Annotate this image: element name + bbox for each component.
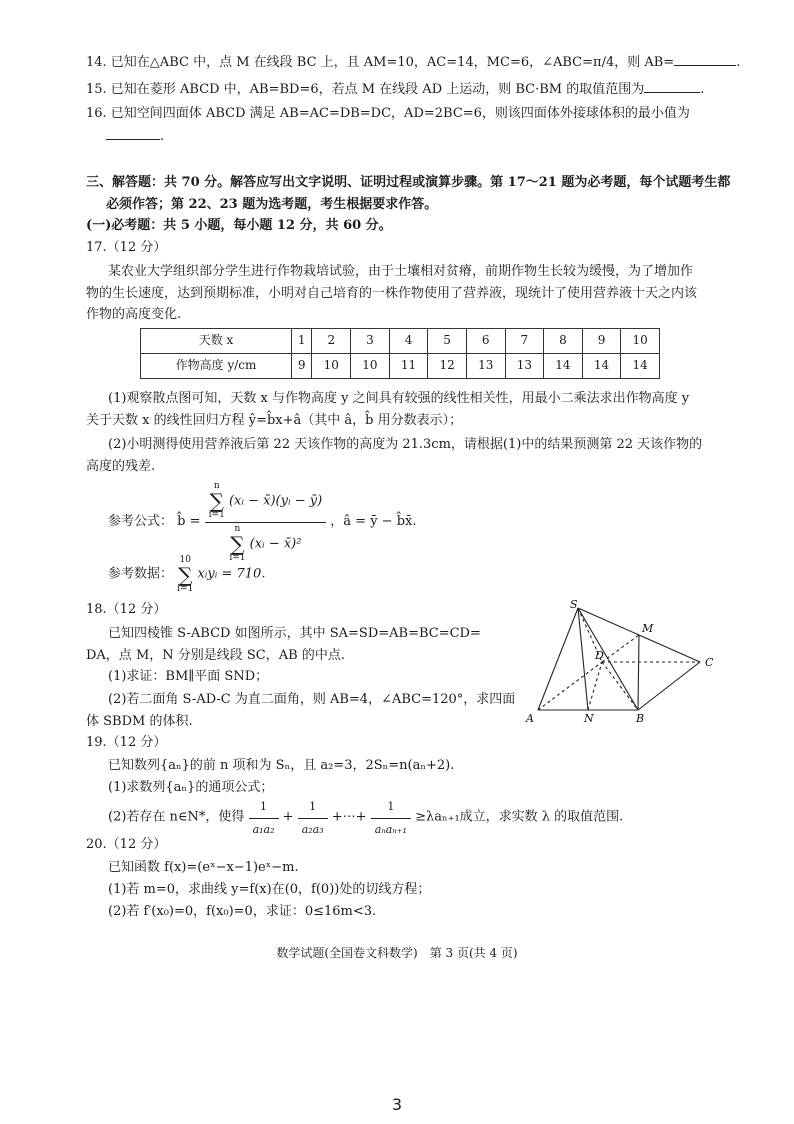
edge-DB bbox=[602, 662, 638, 710]
table-row bbox=[141, 329, 660, 354]
q17-header: 17.（12 分） bbox=[86, 240, 167, 255]
reference-formula: 参考公式： b̂ = n ∑ i=1 (xᵢ − x̄)(yᵢ − ȳ) n ∑ i=1 (xᵢ − x̄)² ，â = ȳ − b̂x̄. bbox=[108, 481, 417, 563]
answer-blank bbox=[674, 52, 736, 66]
q19-paragraph: 已知数列{aₙ}的前 n 项和为 Sₙ，且 a₂=3，2Sₙ=n(aₙ+2). bbox=[108, 758, 455, 773]
question-15: 15. 已知在菱形 ABCD 中，AB=BD=6，若点 M 在线段 AD 上运动，则 BC·BM 的取值范围为 . bbox=[86, 79, 704, 101]
q19-subquestion-2: (2)若存在 n∈N*，使得 $\frac{1}{\text{a₁a₂}}$ + $\frac{1}{\text{a₂a₃}}$ +⋯+ $\frac{1}{\text{aₙaₙ₊₁}}$ ≥λaₙ₊₁成立，求实数 λ 的取值范围. bbox=[108, 798, 623, 838]
vertex-label-D: D bbox=[595, 649, 604, 662]
q18-paragraph: 已知四棱锥 S-ABCD 如图所示，其中 SA=SD=AB=BC=CD= bbox=[108, 626, 481, 641]
table-cell: 10 bbox=[621, 329, 660, 354]
q17-subquestion-1-cont: 关于天数 x 的线性回归方程 ŷ=b̂x+â（其中 â，b̂ 用分数表示）； bbox=[86, 413, 463, 428]
table-cell: 14 bbox=[582, 354, 621, 379]
q17-subquestion-2: (2)小明测得使用营养液后第 22 天该作物的高度为 21.3cm，请根据(1)中的结果预测第 22 天该作物的 bbox=[108, 437, 703, 452]
page-number: 3 bbox=[391, 1095, 403, 1114]
table-cell: 2 bbox=[312, 329, 351, 354]
table-cell: 3 bbox=[351, 329, 390, 354]
edge-BM bbox=[638, 635, 639, 710]
data-table bbox=[140, 328, 660, 379]
table-cell: 11 bbox=[389, 354, 428, 379]
table-cell: 1 bbox=[292, 329, 312, 354]
q18-header: 18.（12 分） bbox=[86, 602, 167, 617]
q20-subquestion-2: (2)若 f′(x₀)=0，f(x₀)=0，求证：0≤16m<3. bbox=[108, 904, 377, 919]
q18-subquestion-2: (2)若二面角 S-AD-C 为直二面角，则 AB=4，∠ABC=120°，求四面 bbox=[108, 692, 516, 707]
table-cell: 9 bbox=[292, 354, 312, 379]
answer-blank bbox=[644, 79, 700, 93]
q20-paragraph: 已知函数 f(x)=(eˣ−x−1)eˣ−m. bbox=[108, 860, 299, 875]
fraction: $\frac{1}{\text{aₙaₙ₊₁}}$ bbox=[371, 798, 411, 838]
q19-subquestion-1: (1)求数列{aₙ}的通项公式； bbox=[108, 780, 274, 795]
q20-subquestion-1: (1)若 m=0，求曲线 y=f(x)在(0，f(0))处的切线方程； bbox=[108, 882, 431, 897]
table-cell: 13 bbox=[466, 354, 505, 379]
table-header-cell: 天数 x bbox=[141, 329, 292, 354]
q18-subquestion-2-cont: 体 SBDM 的体积. bbox=[86, 714, 193, 729]
edge-DM bbox=[602, 635, 639, 662]
table-row bbox=[141, 354, 660, 379]
table-cell: 10 bbox=[351, 354, 390, 379]
edge-BC bbox=[638, 662, 700, 710]
vertex-label-C: C bbox=[705, 656, 714, 669]
table-cell: 10 bbox=[312, 354, 351, 379]
q17-paragraph: 某农业大学组织部分学生进行作物栽培试验，由于土壤相对贫瘠，前期作物生长较为缓慢，为了增加作 bbox=[108, 264, 694, 279]
table-cell: 8 bbox=[544, 329, 583, 354]
section-title-cont: 必须作答；第 22、23 题为选考题，考生根据要求作答。 bbox=[106, 197, 438, 212]
table-cell: 14 bbox=[544, 354, 583, 379]
answer-blank bbox=[106, 126, 160, 140]
table-cell: 7 bbox=[505, 329, 544, 354]
table-cell: 13 bbox=[505, 354, 544, 379]
question-16-blank-line: . bbox=[106, 126, 164, 148]
section-title: 三、解答题：共 70 分。解答应写出文字说明、证明过程或演算步骤。第 17～21 题为必考题，每个试题考生都 bbox=[86, 175, 731, 190]
q18-subquestion-1: (1)求证：BM∥平面 SND； bbox=[108, 669, 269, 684]
q20-header: 20.（12 分） bbox=[86, 837, 167, 852]
question-16: 16. 已知空间四面体 ABCD 满足 AB=AC=DB=DC，AD=2BC=6，则该四面体外接球体积的最小值为 bbox=[86, 106, 690, 121]
fraction: $\frac{1}{\text{a₁a₂}}$ bbox=[249, 798, 279, 838]
page-footer: 数学试题(全国卷文科数学) 第 3 页(共 4 页) bbox=[276, 946, 518, 960]
q17-paragraph: 物的生长速度，达到预期标准，小明对自己培育的一株作物使用了营养液，现统计了使用营养液十天之内该 bbox=[86, 286, 698, 301]
q17-paragraph: 作物的高度变化. bbox=[86, 307, 182, 322]
vertex-label-S: S bbox=[570, 598, 578, 611]
required-part-heading: (一)必考题：共 5 小题，每小题 12 分，共 60 分。 bbox=[86, 218, 392, 233]
vertex-label-A: A bbox=[526, 712, 534, 725]
table-cell: 6 bbox=[466, 329, 505, 354]
table-cell: 9 bbox=[582, 329, 621, 354]
reference-data: 参考数据： 10 ∑ i=1 xᵢyᵢ = 710. bbox=[108, 555, 266, 594]
edge-ND bbox=[588, 662, 602, 710]
pyramid-figure bbox=[520, 598, 720, 726]
table-cell: 12 bbox=[428, 354, 467, 379]
vertex-label-M: M bbox=[642, 622, 654, 635]
fraction: $\frac{1}{\text{a₂a₃}}$ bbox=[298, 798, 328, 838]
table-header-cell: 作物高度 y/cm bbox=[141, 354, 292, 379]
table-cell: 5 bbox=[428, 329, 467, 354]
q19-header: 19.（12 分） bbox=[86, 735, 167, 750]
vertex-label-B: B bbox=[636, 712, 645, 725]
vertex-label-N: N bbox=[584, 712, 594, 725]
table-cell: 4 bbox=[389, 329, 428, 354]
q17-subquestion-2-cont: 高度的残差. bbox=[86, 459, 156, 474]
question-14: 14. 已知在△ABC 中，点 M 在线段 BC 上，且 AM=10，AC=14，MC=6，∠ABC=π/4，则 AB= . bbox=[86, 52, 740, 74]
q17-subquestion-1: (1)观察散点图可知，天数 x 与作物高度 y 之间具有较强的线性相关性，用最小二乘法求出作物高度 y bbox=[108, 391, 690, 406]
b-hat-fraction: n ∑ i=1 (xᵢ − x̄)(yᵢ − ȳ) n ∑ i=1 (xᵢ − x̄)² bbox=[205, 482, 326, 563]
table-cell: 14 bbox=[621, 354, 660, 379]
q18-paragraph: DA，点 M，N 分别是线段 SC，AB 的中点. bbox=[86, 648, 345, 663]
